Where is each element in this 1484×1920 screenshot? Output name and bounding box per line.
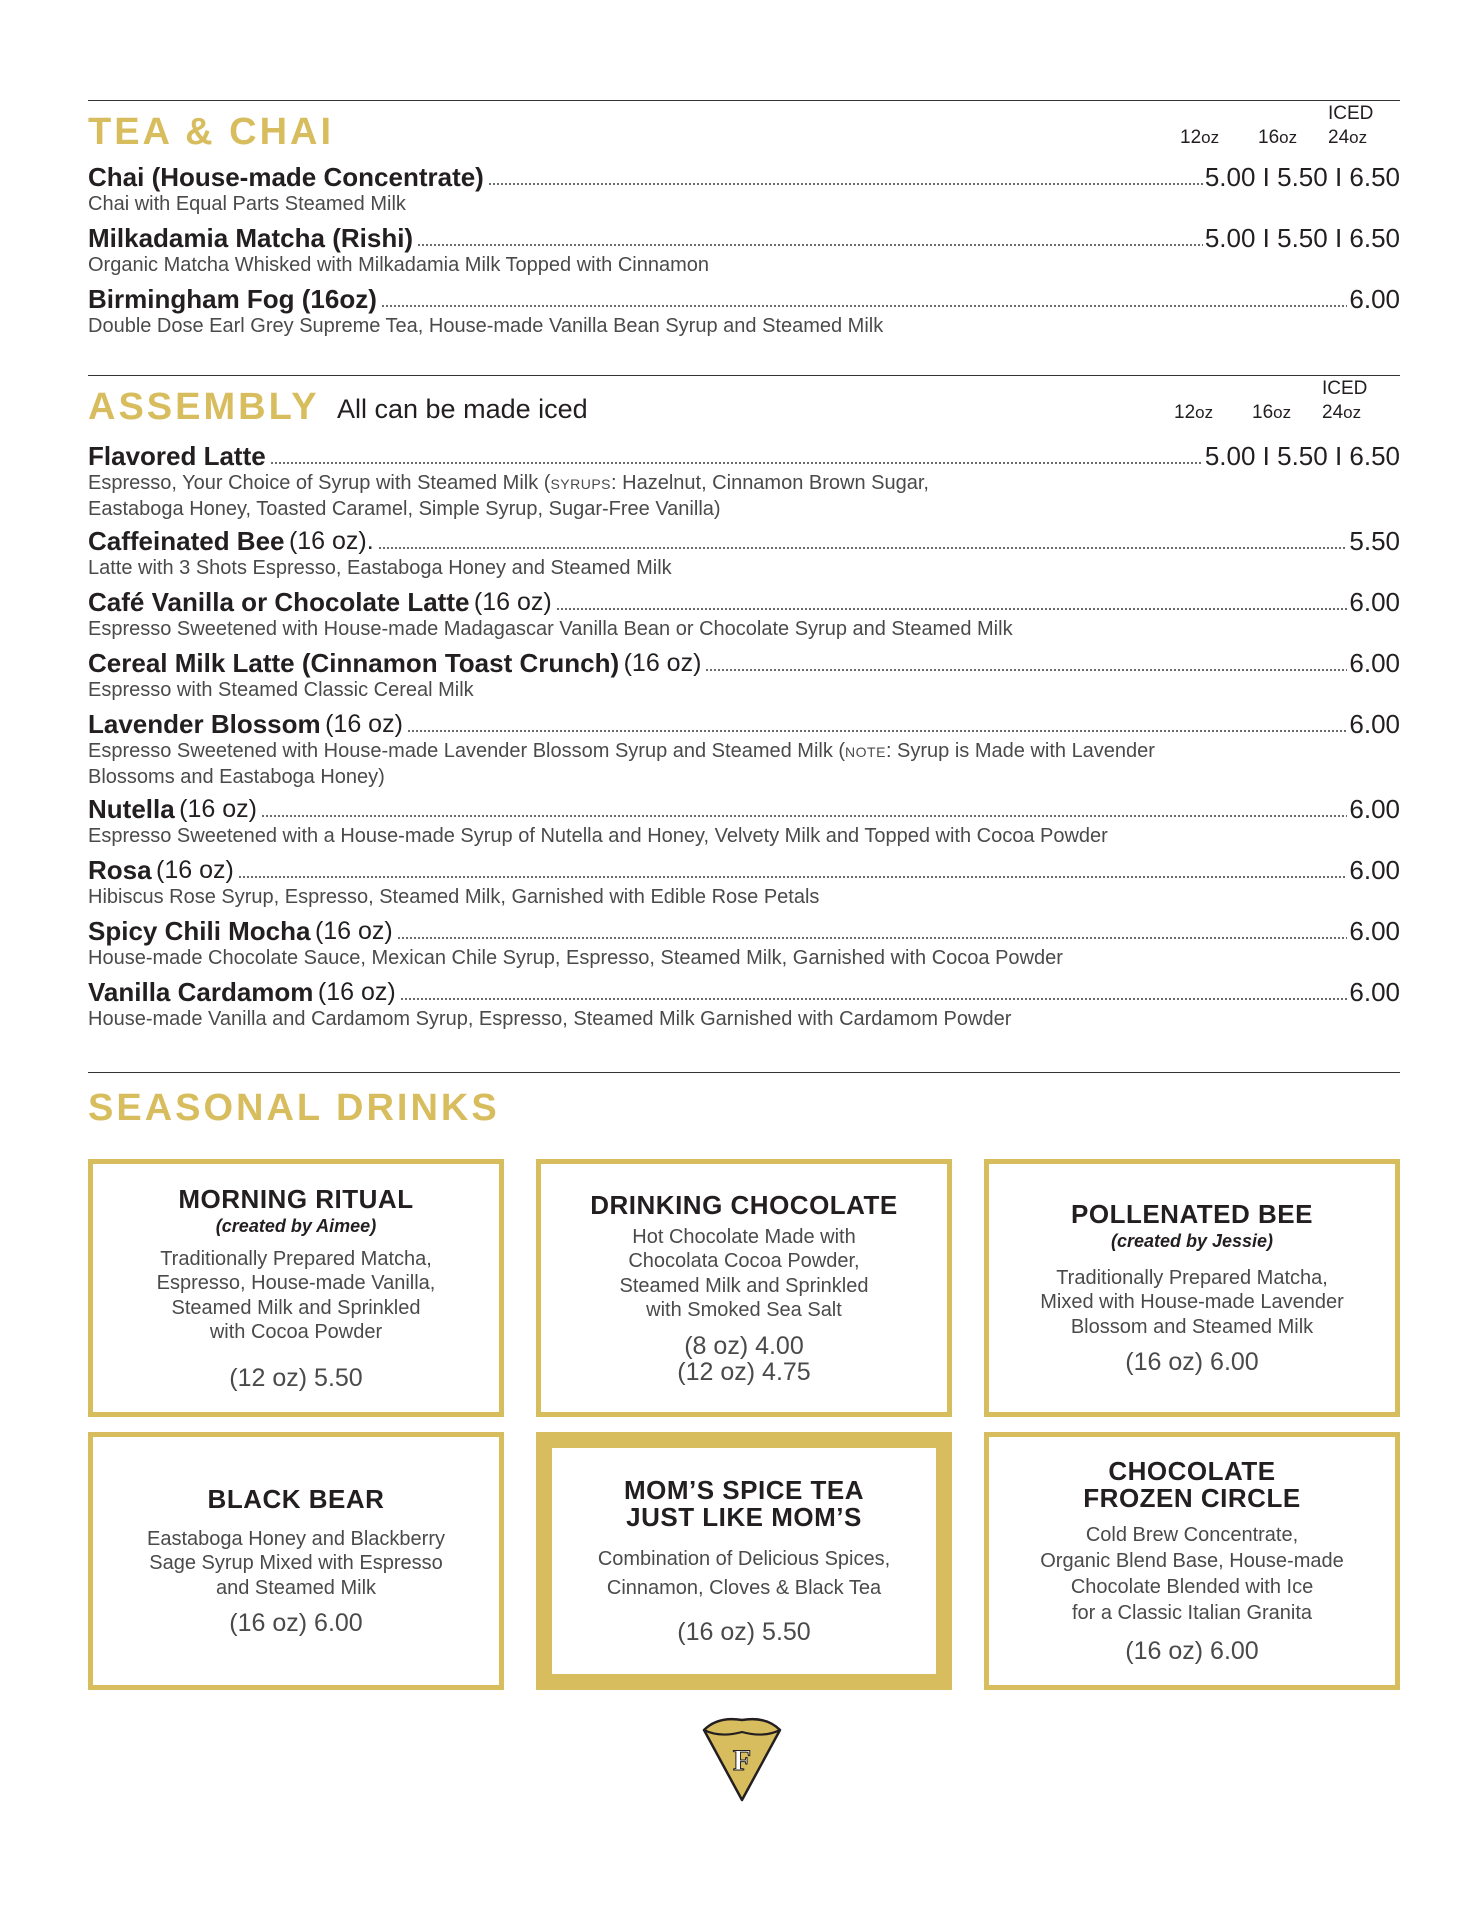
item-name: Chai (House-made Concentrate) [88,162,484,192]
size-header-16: 16oz [1252,402,1292,423]
card-price: (16 oz) 6.00 [1125,1348,1259,1377]
item-name: Birmingham Fog (16oz) [88,284,377,314]
dot-leader [705,666,1347,672]
card-title: CHOCOLATE FROZEN CIRCLE [1083,1456,1301,1513]
menu-item [88,910,1400,971]
item-price: 6.00 [1349,855,1400,885]
item-description: Chai with Equal Parts Steamed Milk [88,193,406,215]
item-price: 6.00 [1349,648,1400,678]
item-price: 6.00 [1349,977,1400,1007]
item-size: (16 oz) [473,588,552,616]
card-description: Traditionally Prepared Matcha, Espresso, House-made Vanilla, Steamed Milk and Sprinkled with Cocoa Powder [156,1247,436,1343]
item-description: House-made Chocolate Sauce, Mexican Chile Syrup, Espresso, Steamed Milk, Garnished with Cocoa Powder [88,947,1063,969]
card-title: BLACK BEAR [207,1483,385,1514]
dot-leader [378,544,1348,550]
card-price: (8 oz) 4.00 (12 oz) 4.75 [677,1331,811,1386]
menu-item [88,642,1400,703]
item-name: Nutella [88,794,175,824]
item-size: (16 oz) [317,978,396,1006]
dot-leader [417,241,1203,247]
dot-leader [261,812,1347,818]
section-divider [88,375,1400,376]
dot-leader [238,873,1348,879]
card-title: MORNING RITUAL [178,1183,414,1214]
item-description: Espresso with Steamed Classic Cereal Milk [88,679,474,701]
dot-leader [488,180,1203,186]
assembly-title: ASSEMBLY [88,386,320,428]
item-price: 6.00 [1349,794,1400,824]
dot-leader [407,727,1347,733]
card-description: Eastaboga Honey and Blackberry Sage Syrup Mixed with Espresso and Steamed Milk [147,1527,445,1599]
seasonal-card-morning-ritual [88,1159,504,1417]
menu-item [88,520,1400,581]
size-header-iced: ICED [1328,103,1374,124]
dot-leader [556,605,1348,611]
item-name: Flavored Latte [88,441,266,471]
size-header-iced: ICED [1322,378,1368,399]
item-description: Espresso Sweetened with a House-made Syrup of Nutella and Honey, Velvety Milk and Topped with Cocoa Powder [88,825,1108,847]
item-description: Espresso Sweetened with House-made Lavender Blossom Syrup and Steamed Milk (NOTE: Syrup is Made with Lavender [88,740,1155,762]
card-description: Hot Chocolate Made with Chocolata Cocoa Powder, Steamed Milk and Sprinkled with Smoked Sea Salt [619,1225,869,1321]
dot-leader [381,302,1347,308]
card-price: (16 oz) 6.00 [229,1609,363,1638]
menu-item [88,156,1400,217]
dot-leader [397,934,1348,940]
seasonal-card-moms-spice-tea [536,1432,952,1690]
item-name: Rosa [88,855,152,885]
item-description: Espresso Sweetened with House-made Madagascar Vanilla Bean or Chocolate Syrup and Steamed Milk [88,618,1013,640]
menu-item [88,788,1400,849]
item-description: Eastaboga Honey, Toasted Caramel, Simple Syrup, Sugar-Free Vanilla) [88,498,721,520]
seasonal-title: SEASONAL DRINKS [88,1087,500,1129]
menu-item [88,971,1400,1032]
item-price: 5.50 [1349,526,1400,556]
size-header-24: 24oz [1322,402,1362,423]
section-divider [88,1072,1400,1073]
seasonal-card-black-bear [88,1432,504,1690]
item-description: Espresso, Your Choice of Syrup with Steamed Milk (SYRUPS: Hazelnut, Cinnamon Brown Sugar, [88,472,929,494]
menu-page [88,0,1400,1920]
size-header-12: 12oz [1180,127,1220,148]
card-title: POLLENATED BEE [1071,1198,1313,1229]
seasonal-card-pollenated-bee [984,1159,1400,1417]
item-price: 5.00 I 5.50 I 6.50 [1204,223,1400,253]
item-size: (16 oz) [325,710,403,738]
card-description: Traditionally Prepared Matcha, Mixed with House-made Lavender Blossom and Steamed Milk [1040,1266,1344,1338]
crepe-cone-logo-icon [698,1712,786,1804]
size-header-24: 24oz [1328,127,1368,148]
assembly-subtitle: All can be made iced [337,394,588,424]
item-price: 6.00 [1349,284,1400,314]
item-size: (16 oz). [288,527,374,555]
menu-item [88,581,1400,642]
dot-leader [270,459,1203,465]
card-price: (16 oz) 6.00 [1125,1637,1259,1665]
card-credit: (created by Aimee) [215,1215,377,1236]
item-description: Hibiscus Rose Syrup, Espresso, Steamed Milk, Garnished with Edible Rose Petals [88,886,820,908]
item-description: House-made Vanilla and Cardamom Syrup, Espresso, Steamed Milk Garnished with Cardamom Powder [88,1008,1012,1030]
card-credit: (created by Jessie) [1110,1230,1274,1251]
item-name: Vanilla Cardamom [88,977,314,1007]
item-name: Cereal Milk Latte (Cinnamon Toast Crunch) [88,648,620,678]
item-name: Caffeinated Bee [88,526,285,556]
menu-item [88,849,1400,910]
section-divider [88,100,1400,101]
item-size: (16 oz) [623,649,702,677]
size-header-12: 12oz [1174,402,1214,423]
seasonal-card-chocolate-frozen-circle [984,1432,1400,1690]
item-description: Latte with 3 Shots Espresso, Eastaboga Honey and Steamed Milk [88,557,672,579]
card-price: (12 oz) 5.50 [229,1363,363,1392]
item-description: Blossoms and Eastaboga Honey) [88,766,385,788]
item-description: Organic Matcha Whisked with Milkadamia Milk Topped with Cinnamon [88,254,709,276]
item-description: Double Dose Earl Grey Supreme Tea, House-made Vanilla Bean Syrup and Steamed Milk [88,315,884,337]
tea-chai-title: TEA & CHAI [88,111,335,153]
svg-text:F: F [732,1744,752,1777]
item-price: 6.00 [1349,709,1400,739]
item-price: 6.00 [1349,916,1400,946]
menu-item [88,703,1400,790]
item-name: Lavender Blossom [88,709,321,739]
dot-leader [400,995,1348,1001]
item-price: 5.00 I 5.50 I 6.50 [1204,441,1400,471]
seasonal-card-drinking-chocolate [536,1159,952,1417]
item-size: (16 oz) [156,856,234,884]
card-title: MOM’S SPICE TEA JUST LIKE MOM’S [623,1475,865,1532]
item-size: (16 oz) [179,795,257,823]
card-price: (16 oz) 5.50 [677,1618,811,1646]
menu-item [88,278,1400,339]
item-name: Café Vanilla or Chocolate Latte [88,587,470,617]
card-description: Cold Brew Concentrate, Organic Blend Base, House-made Chocolate Blended with Ice for a Classic Italian Granita [1040,1524,1344,1624]
item-price: 6.00 [1349,587,1400,617]
menu-item [88,217,1400,278]
menu-item [88,435,1400,522]
item-size: (16 oz) [314,917,393,945]
size-header-16: 16oz [1258,127,1298,148]
item-name: Spicy Chili Mocha [88,916,311,946]
item-name: Milkadamia Matcha (Rishi) [88,223,414,253]
item-price: 5.00 I 5.50 I 6.50 [1204,162,1400,192]
card-title: DRINKING CHOCOLATE [590,1189,898,1220]
card-description: Combination of Delicious Spices, Cinnamon, Cloves & Black Tea [597,1548,891,1599]
